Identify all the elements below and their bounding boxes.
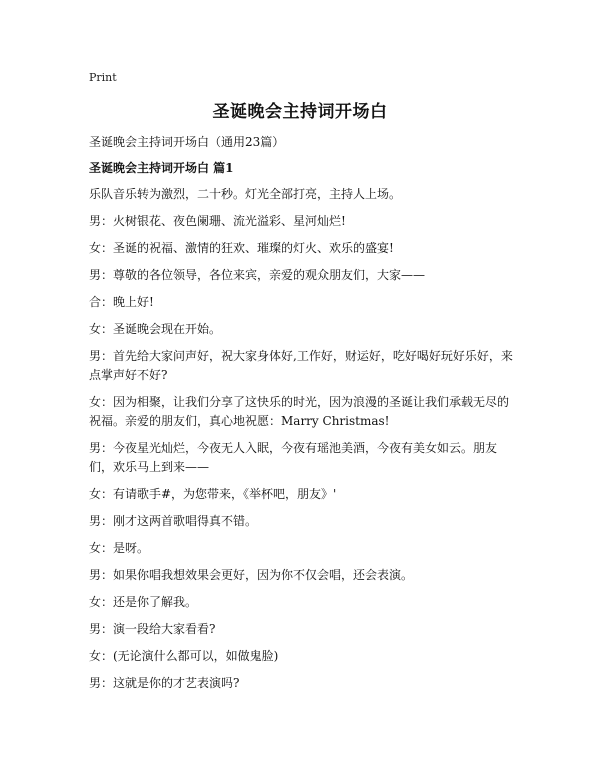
paragraph: 男：首先给大家问声好，祝大家身体好,工作好，财运好，吃好喝好玩好乐好，来点掌声好不好? [89,349,513,382]
paragraph: 乐队音乐转为激烈，二十秒。灯光全部打亮，主持人上场。 [89,187,402,201]
paragraph: 女：圣诞的祝福、激情的狂欢、璀璨的灯火、欢乐的盛宴! [89,241,394,255]
paragraph: 女：还是你了解我。 [89,595,198,609]
document-title: 圣诞晚会主持词开场白 [212,102,388,122]
paragraph: 男：火树银花、夜色阑珊、流光溢彩、星河灿烂! [89,214,346,228]
print-link[interactable]: Print [89,71,117,84]
paragraph: 男：今夜星光灿烂，今夜无人入眠，今夜有瑶池美酒，今夜有美女如云。朋友们，欢乐马上到来—— [89,441,498,474]
paragraph: 女：(无论演什么都可以，如做鬼脸) [89,649,279,663]
paragraph: 男：尊敬的各位领导，各位来宾，亲爱的观众朋友们，大家—— [89,268,426,282]
section-title: 圣诞晚会主持词开场白 篇1 [89,161,234,175]
paragraph: 女：有请歌手#，为您带来，《举杯吧，朋友》' [89,487,337,501]
paragraph: 男：刚才这两首歌唱得真不错。 [89,514,258,528]
document-subtitle: 圣诞晚会主持词开场白（通用23篇） [89,135,285,149]
paragraph: 女：是呀。 [89,541,150,555]
document-body [89,185,514,701]
paragraph: 女：圣诞晚会现在开始。 [89,322,222,336]
paragraph: 合：晚上好! [89,295,154,309]
paragraph: 女：因为相聚，让我们分享了这快乐的时光，因为浪漫的圣诞让我们承载无尽的祝福。亲爱的朋友们，真心地祝愿：Marry Christmas! [89,395,510,428]
paragraph: 男：这就是你的才艺表演吗? [89,676,240,690]
paragraph: 男：如果你唱我想效果会更好，因为你不仅会唱，还会表演。 [89,568,414,582]
paragraph: 男：演一段给大家看看? [89,622,216,636]
